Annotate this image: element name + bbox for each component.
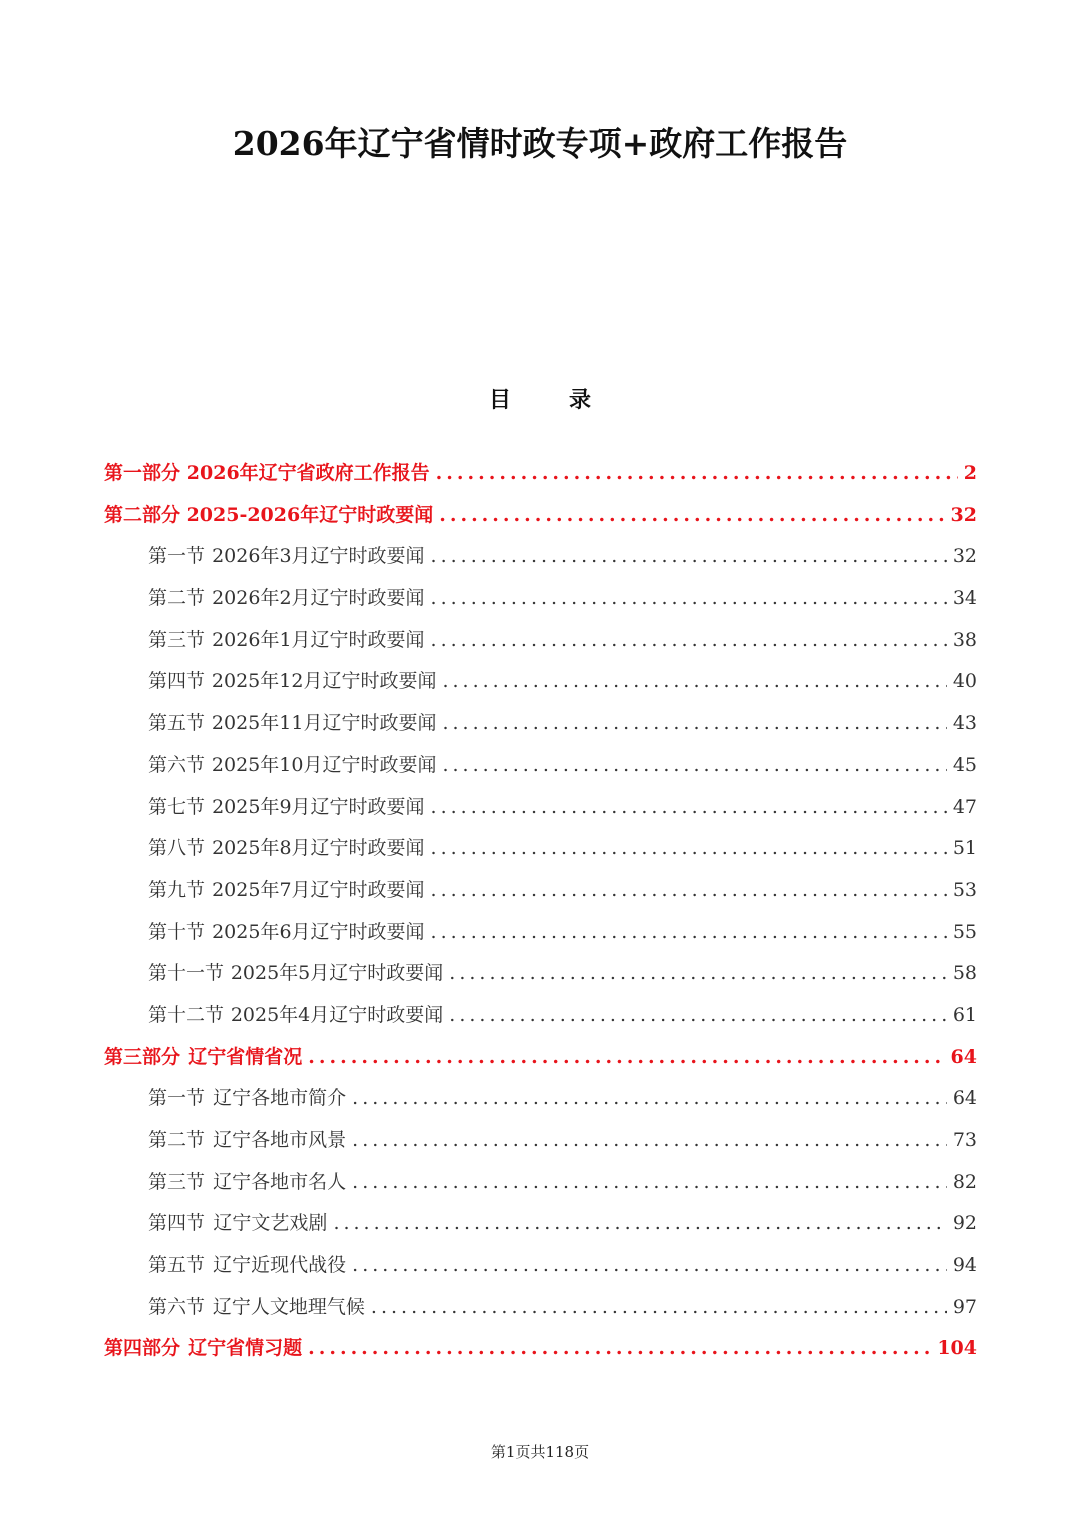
toc-page-number: 55 [952, 920, 977, 943]
toc-page-number: 45 [952, 753, 977, 776]
toc-entry-label: 第四部分 [104, 1337, 181, 1360]
toc-entry-label: 第六节 [148, 1295, 206, 1318]
toc-section-row[interactable] [104, 787, 977, 829]
toc-section-row[interactable] [104, 661, 977, 703]
toc-dot-leader [308, 1328, 931, 1370]
toc-entry-label: 第九节 [148, 878, 206, 901]
toc-entry-title: 辽宁各地市名人 [213, 1170, 347, 1193]
toc-page-number: 97 [952, 1295, 977, 1318]
document-title: 2026年辽宁省情时政专项+政府工作报告 [232, 124, 848, 163]
toc-entry-label: 第三部分 [104, 1045, 181, 1068]
toc-page-number: 58 [952, 962, 977, 985]
toc-page-number: 64 [950, 1045, 977, 1068]
toc-heading: 目录 [488, 387, 649, 413]
toc-entry-label: 第十节 [148, 920, 206, 943]
toc-entry-title: 辽宁省情省况 [188, 1045, 303, 1068]
toc-entry-label: 第十一节 [148, 962, 225, 985]
toc-dot-leader [431, 828, 947, 870]
toc-page-number: 32 [952, 545, 977, 568]
toc-section-row[interactable] [104, 953, 977, 995]
toc-section-row[interactable] [104, 703, 977, 745]
toc-entry-label: 第三节 [148, 1170, 206, 1193]
toc-page-number: 73 [952, 1129, 977, 1151]
toc-section-row[interactable] [104, 870, 977, 912]
toc-entry-label: 第一节 [148, 1087, 206, 1110]
toc-dot-leader [371, 1287, 947, 1329]
toc-dot-leader [439, 495, 944, 537]
toc-dot-leader [308, 1037, 944, 1079]
toc-dot-leader [352, 1162, 947, 1204]
toc-section-row[interactable] [104, 1203, 977, 1245]
toc-entry-title: 辽宁各地市简介 [213, 1087, 347, 1110]
toc-dot-leader [442, 703, 946, 745]
toc-entry-title: 2025-2026年辽宁时政要闻 [186, 503, 434, 526]
toc-entry-title: 2026年3月辽宁时政要闻 [212, 545, 425, 568]
toc-entry-label: 第四节 [148, 1212, 206, 1235]
toc-section-row[interactable] [104, 1120, 977, 1162]
toc-section-row[interactable] [104, 745, 977, 787]
toc-entry-label: 第一节 [148, 545, 206, 568]
toc-page-number: 34 [952, 587, 977, 610]
toc-page-number: 94 [952, 1254, 977, 1277]
toc-dot-leader [449, 953, 947, 995]
toc-entry-label: 第五节 [148, 1254, 206, 1277]
toc-entry-title: 2025年4月辽宁时政要闻 [230, 1003, 444, 1026]
toc-dot-leader [442, 661, 946, 703]
toc-section-row[interactable] [104, 536, 977, 578]
page-footer: 第1页共118页 [490, 1443, 590, 1461]
toc-section-row[interactable] [104, 1162, 977, 1204]
toc-section-row[interactable] [104, 1245, 977, 1287]
toc-page-number: 38 [952, 628, 977, 651]
toc-section-row[interactable] [104, 995, 977, 1037]
toc-section-row[interactable] [104, 1078, 977, 1120]
toc-page-number: 104 [937, 1337, 977, 1360]
toc-entry-title: 2025年10月辽宁时政要闻 [211, 753, 437, 776]
toc-entry-title: 2025年7月辽宁时政要闻 [212, 878, 425, 901]
toc-section-row[interactable] [104, 1287, 977, 1329]
toc-page-number: 82 [952, 1170, 977, 1193]
toc-entry-label: 第十二节 [148, 1003, 225, 1026]
toc-dot-leader [431, 578, 947, 620]
toc-entry-title: 2026年辽宁省政府工作报告 [186, 462, 430, 484]
toc-page-number: 40 [952, 670, 977, 693]
toc-page-number: 47 [952, 795, 977, 818]
toc-dot-leader [431, 912, 947, 954]
toc-dot-leader [449, 995, 947, 1037]
toc-entry-label: 第二部分 [104, 503, 181, 526]
toc-part-row[interactable] [104, 1328, 977, 1370]
toc-dot-leader [352, 1120, 947, 1162]
toc-dot-leader [431, 787, 947, 829]
toc-page-number: 51 [952, 837, 977, 860]
toc-entry-label: 第八节 [148, 837, 206, 860]
toc-entry-label: 第三节 [148, 628, 206, 651]
toc-entry-title: 2026年1月辽宁时政要闻 [212, 628, 425, 651]
toc-entry-label: 第二节 [148, 587, 206, 610]
toc-dot-leader [431, 870, 947, 912]
toc-entry-title: 2025年9月辽宁时政要闻 [212, 795, 425, 818]
toc-entry-label: 第五节 [148, 712, 206, 735]
toc-part-row[interactable] [104, 453, 977, 495]
toc-entry-title: 辽宁各地市风景 [213, 1129, 347, 1151]
toc-dot-leader [436, 453, 958, 495]
toc-dot-leader [352, 1245, 947, 1287]
toc-entry-label: 第七节 [148, 795, 206, 818]
toc-entry-label: 第六节 [148, 753, 206, 776]
toc-entry-title: 辽宁近现代战役 [213, 1254, 347, 1277]
toc-page-number: 43 [952, 712, 977, 735]
toc-entry-title: 辽宁省情习题 [188, 1337, 303, 1360]
table-of-contents [104, 453, 977, 1370]
toc-section-row[interactable] [104, 828, 977, 870]
toc-entry-title: 2025年12月辽宁时政要闻 [211, 670, 437, 693]
toc-dot-leader [333, 1203, 946, 1245]
toc-entry-title: 2025年5月辽宁时政要闻 [230, 962, 444, 985]
toc-page-number: 32 [950, 503, 977, 526]
toc-entry-title: 2025年6月辽宁时政要闻 [212, 920, 425, 943]
toc-entry-label: 第一部分 [104, 462, 181, 484]
toc-page-number: 2 [963, 462, 977, 484]
toc-entry-title: 2026年2月辽宁时政要闻 [212, 587, 425, 610]
toc-page-number: 64 [952, 1087, 977, 1110]
toc-entry-title: 2025年8月辽宁时政要闻 [212, 837, 425, 860]
toc-dot-leader [431, 620, 947, 662]
toc-entry-title: 2025年11月辽宁时政要闻 [211, 712, 437, 735]
toc-dot-leader [431, 536, 947, 578]
toc-section-row[interactable] [104, 578, 977, 620]
toc-entry-label: 第四节 [148, 670, 206, 693]
toc-dot-leader [352, 1078, 947, 1120]
toc-entry-title: 辽宁人文地理气候 [212, 1295, 365, 1318]
toc-section-row[interactable] [104, 912, 977, 954]
toc-entry-title: 辽宁文艺戏剧 [213, 1212, 328, 1235]
toc-page-number: 92 [952, 1212, 977, 1235]
toc-dot-leader [442, 745, 946, 787]
toc-page-number: 61 [952, 1003, 977, 1026]
toc-part-row[interactable] [104, 1037, 977, 1079]
toc-page-number: 53 [952, 878, 977, 901]
toc-part-row[interactable] [104, 495, 977, 537]
toc-entry-label: 第二节 [148, 1129, 206, 1151]
toc-section-row[interactable] [104, 620, 977, 662]
